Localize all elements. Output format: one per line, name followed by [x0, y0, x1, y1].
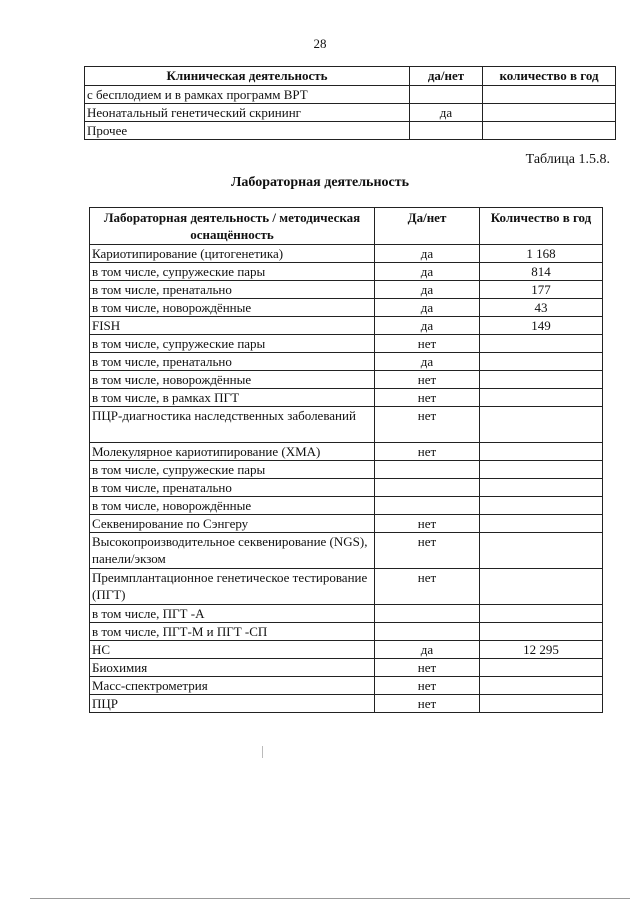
page-bottom-edge: [30, 898, 630, 899]
table-cell: да: [375, 317, 480, 335]
table-cell: нет: [375, 389, 480, 407]
table-cell: нет: [375, 371, 480, 389]
table-row: [85, 104, 616, 122]
scan-artifact: [262, 746, 263, 758]
table-header-row: [85, 67, 616, 86]
table-cell: [410, 122, 483, 140]
table-row: [90, 353, 603, 371]
clinical-activity-table: [84, 66, 616, 140]
table-cell: в том числе, пренатально: [90, 479, 375, 497]
table-row: [90, 281, 603, 299]
table-cell: ПЦР-диагностика наследственных заболеваний: [90, 407, 375, 443]
table-cell: [483, 122, 616, 140]
table-cell: с бесплодием и в рамках программ ВРТ: [85, 86, 410, 104]
table-cell: [375, 479, 480, 497]
table-cell: [410, 86, 483, 104]
table-cell: 814: [480, 263, 603, 281]
table-cell: FISH: [90, 317, 375, 335]
table-cell: Молекулярное кариотипирование (ХМА): [90, 443, 375, 461]
table-row: [90, 623, 603, 641]
table-cell: в том числе, пренатально: [90, 281, 375, 299]
table-row: [90, 299, 603, 317]
table-cell: в том числе, пренатально: [90, 353, 375, 371]
table-cell: 43: [480, 299, 603, 317]
table-cell: [480, 605, 603, 623]
table-cell: нет: [375, 335, 480, 353]
table-row: [90, 641, 603, 659]
table-row: [85, 122, 616, 140]
table-cell: [480, 461, 603, 479]
column-header: Да/нет: [375, 208, 480, 245]
table-row: [90, 533, 603, 569]
table-cell: в том числе, супружеские пары: [90, 263, 375, 281]
table-row: [90, 515, 603, 533]
table-cell: в том числе, ПГТ -А: [90, 605, 375, 623]
table-row: [90, 479, 603, 497]
table-row: [90, 569, 603, 605]
table-cell: в том числе, супружеские пары: [90, 335, 375, 353]
table-cell: да: [375, 263, 480, 281]
column-header: да/нет: [410, 67, 483, 86]
table-cell: 1 168: [480, 245, 603, 263]
table-cell: НС: [90, 641, 375, 659]
table-row: [90, 389, 603, 407]
table-row: [90, 677, 603, 695]
table-cell: да: [375, 299, 480, 317]
table-cell: нет: [375, 515, 480, 533]
table-title: Лабораторная деятельность: [230, 175, 410, 190]
table-cell: [480, 335, 603, 353]
table-row: [90, 335, 603, 353]
table-cell: [480, 623, 603, 641]
table-row: [90, 263, 603, 281]
table-cell: да: [375, 641, 480, 659]
table-cell: нет: [375, 407, 480, 443]
table-cell: ПЦР: [90, 695, 375, 713]
table-cell: [375, 461, 480, 479]
table-cell: [480, 389, 603, 407]
table-cell: в том числе, новорождённые: [90, 371, 375, 389]
table-cell: Масс-спектрометрия: [90, 677, 375, 695]
table-cell: Высокопроизводительное секвенирование (NGS), панели/экзом: [90, 533, 375, 569]
table-cell: [375, 605, 480, 623]
table-row: [85, 86, 616, 104]
table-header-row: [90, 208, 603, 245]
table-cell: Преимплантационное генетическое тестирование (ПГТ): [90, 569, 375, 605]
table-cell: [480, 569, 603, 605]
column-header: Лабораторная деятельность / методическая оснащённость: [90, 208, 375, 245]
table-cell: [480, 371, 603, 389]
table-cell: [483, 86, 616, 104]
table-cell: [483, 104, 616, 122]
table-cell: нет: [375, 677, 480, 695]
table-cell: Кариотипирование (цитогенетика): [90, 245, 375, 263]
table-cell: нет: [375, 569, 480, 605]
table-cell: 149: [480, 317, 603, 335]
table-cell: 177: [480, 281, 603, 299]
table-cell: да: [375, 281, 480, 299]
table-cell: [480, 497, 603, 515]
table-cell: [480, 353, 603, 371]
table-row: [90, 605, 603, 623]
table-row: [90, 497, 603, 515]
table-cell: Биохимия: [90, 659, 375, 677]
table-cell: [480, 407, 603, 443]
column-header: Клиническая деятельность: [85, 67, 410, 86]
table-cell: [480, 677, 603, 695]
table-cell: в том числе, ПГТ-М и ПГТ -СП: [90, 623, 375, 641]
column-header: количество в год: [483, 67, 616, 86]
table-cell: [480, 659, 603, 677]
table-cell: [480, 695, 603, 713]
table-cell: в том числе, супружеские пары: [90, 461, 375, 479]
table-cell: [375, 623, 480, 641]
table-cell: [375, 497, 480, 515]
table-cell: [480, 515, 603, 533]
table-cell: в том числе, новорождённые: [90, 299, 375, 317]
table-row: [90, 461, 603, 479]
table-row: [90, 407, 603, 443]
table-cell: нет: [375, 695, 480, 713]
table-cell: [480, 533, 603, 569]
table-cell: да: [410, 104, 483, 122]
table-cell: нет: [375, 659, 480, 677]
table-cell: [480, 443, 603, 461]
table-cell: нет: [375, 443, 480, 461]
table-row: [90, 695, 603, 713]
table-cell: нет: [375, 533, 480, 569]
column-header: Количество в год: [480, 208, 603, 245]
page-number: 28: [313, 36, 327, 51]
table-row: [90, 371, 603, 389]
table-cell: в том числе, новорождённые: [90, 497, 375, 515]
table-cell: 12 295: [480, 641, 603, 659]
table-cell: да: [375, 245, 480, 263]
table-row: [90, 245, 603, 263]
table-row: [90, 443, 603, 461]
table-cell: Неонатальный генетический скрининг: [85, 104, 410, 122]
lab-activity-table: [89, 207, 603, 713]
table-number: Таблица 1.5.8.: [525, 152, 610, 167]
table-row: [90, 317, 603, 335]
table-cell: [480, 479, 603, 497]
table-cell: да: [375, 353, 480, 371]
table-cell: Секвенирование по Сэнгеру: [90, 515, 375, 533]
table-cell: в том числе, в рамках ПГТ: [90, 389, 375, 407]
table-row: [90, 659, 603, 677]
table-cell: Прочее: [85, 122, 410, 140]
